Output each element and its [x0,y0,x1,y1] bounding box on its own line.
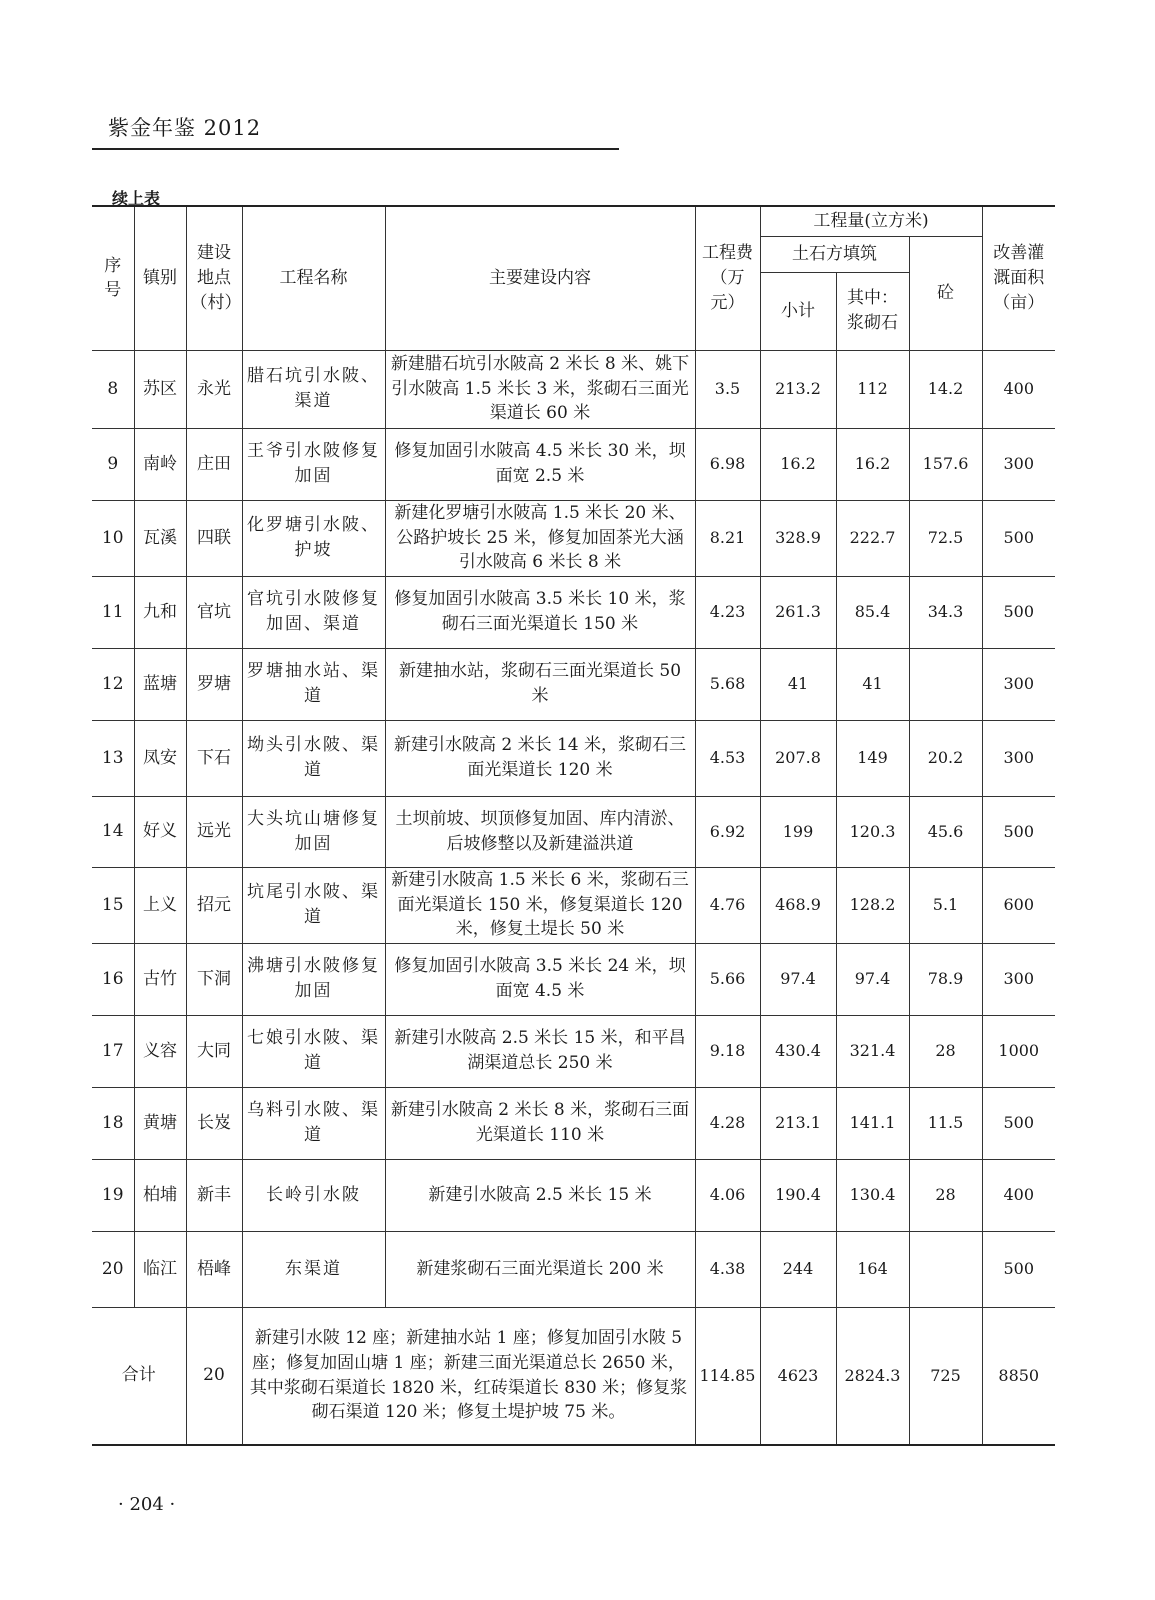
cell-masonry: 85.4 [836,576,909,648]
cell-subtotal: 190.4 [760,1159,836,1231]
total-masonry: 2824.3 [836,1307,909,1445]
total-area: 8850 [982,1307,1055,1445]
total-count: 20 [186,1307,242,1445]
cell-village: 下石 [186,720,242,796]
total-subtotal: 4623 [760,1307,836,1445]
cell-masonry: 149 [836,720,909,796]
cell-content: 修复加固引水陂高 3.5 米长 24 米，坝面宽 4.5 米 [385,943,695,1015]
cell-cost: 8.21 [695,500,760,576]
cell-content: 新建抽水站，浆砌石三面光渠道长 50 米 [385,648,695,720]
running-head: 紫金年鉴 2012 [108,116,262,140]
cell-town: 柏埔 [134,1159,186,1231]
cell-masonry: 16.2 [836,428,909,500]
cell-town: 黄塘 [134,1087,186,1159]
cell-seq: 13 [92,720,134,796]
cell-area: 300 [982,720,1055,796]
cell-concrete: 78.9 [909,943,982,1015]
table-row [92,796,1055,867]
total-content: 新建引水陂 12 座；新建抽水站 1 座；修复加固引水陂 5 座；修复加固山塘 1 座；新建三面光渠道总长 2650 米，其中浆砌石渠道长 1820 米，红砖渠道长 830 米；修复浆砌石渠道 120 米；修复土堤护坡 75 米。 [242,1307,695,1445]
cell-seq: 9 [92,428,134,500]
cell-cost: 6.92 [695,796,760,867]
cell-content: 修复加固引水陂高 3.5 米长 10 米，浆砌石三面光渠道长 150 米 [385,576,695,648]
cell-seq: 19 [92,1159,134,1231]
cell-village: 四联 [186,500,242,576]
header-earth-fill: 土石方填筑 [760,236,909,272]
cell-town: 南岭 [134,428,186,500]
cell-masonry: 130.4 [836,1159,909,1231]
cell-area: 600 [982,867,1055,943]
table-row [92,648,1055,720]
cell-town: 瓦溪 [134,500,186,576]
cell-town: 凤安 [134,720,186,796]
cell-cost: 9.18 [695,1015,760,1087]
cell-cost: 5.66 [695,943,760,1015]
cell-content: 土坝前坡、坝顶修复加固、库内清淤、后坡修整以及新建溢洪道 [385,796,695,867]
cell-concrete: 72.5 [909,500,982,576]
cell-seq: 10 [92,500,134,576]
cell-cost: 6.98 [695,428,760,500]
cell-village: 招元 [186,867,242,943]
cell-content: 新建腊石坑引水陂高 2 米长 8 米、姚下引水陂高 1.5 米长 3 米，浆砌石三面光渠道长 60 米 [385,350,695,428]
cell-concrete: 14.2 [909,350,982,428]
cell-town: 九和 [134,576,186,648]
cell-seq: 16 [92,943,134,1015]
header-project: 工程名称 [242,206,385,350]
cell-subtotal: 213.2 [760,350,836,428]
cell-subtotal: 97.4 [760,943,836,1015]
total-row [92,1307,1055,1445]
cell-area: 500 [982,1231,1055,1307]
cell-seq: 11 [92,576,134,648]
cell-seq: 20 [92,1231,134,1307]
cell-town: 蓝塘 [134,648,186,720]
cell-seq: 8 [92,350,134,428]
cell-cost: 4.38 [695,1231,760,1307]
cell-cost: 4.23 [695,576,760,648]
cell-subtotal: 207.8 [760,720,836,796]
header-seq: 序号 [92,206,134,350]
header-village: 建设地点（村） [186,206,242,350]
cell-concrete [909,648,982,720]
table-row [92,1015,1055,1087]
cell-cost: 4.28 [695,1087,760,1159]
cell-area: 300 [982,943,1055,1015]
header-cost: 工程费（万元） [695,206,760,350]
cell-area: 400 [982,350,1055,428]
cell-area: 400 [982,1159,1055,1231]
cell-content: 新建浆砌石三面光渠道长 200 米 [385,1231,695,1307]
cell-concrete: 11.5 [909,1087,982,1159]
cell-town: 义容 [134,1015,186,1087]
cell-masonry: 112 [836,350,909,428]
cell-seq: 12 [92,648,134,720]
cell-subtotal: 41 [760,648,836,720]
cell-project: 腊石坑引水陂、渠道 [242,350,385,428]
cell-masonry: 164 [836,1231,909,1307]
cell-concrete: 45.6 [909,796,982,867]
header-subtotal: 小计 [760,272,836,350]
cell-village: 新丰 [186,1159,242,1231]
cell-content: 新建化罗塘引水陂高 1.5 米长 20 米、公路护坡长 25 米，修复加固茶光大涵引水陂高 6 米长 8 米 [385,500,695,576]
table-row [92,1231,1055,1307]
cell-area: 1000 [982,1015,1055,1087]
cell-project: 沸塘引水陂修复加固 [242,943,385,1015]
cell-cost: 5.68 [695,648,760,720]
table-row [92,350,1055,428]
cell-project: 化罗塘引水陂、护坡 [242,500,385,576]
cell-content: 新建引水陂高 2 米长 14 米，浆砌石三面光渠道长 120 米 [385,720,695,796]
table-row [92,867,1055,943]
cell-area: 300 [982,648,1055,720]
header-masonry: 其中：浆砌石 [836,272,909,350]
cell-content: 新建引水陂高 1.5 米长 6 米，浆砌石三面光渠道长 150 米，修复渠道长 120 米，修复土堤长 50 米 [385,867,695,943]
total-label: 合计 [92,1307,186,1445]
cell-area: 500 [982,500,1055,576]
cell-project: 大头坑山塘修复加固 [242,796,385,867]
cell-project: 坑尾引水陂、渠道 [242,867,385,943]
cell-cost: 4.06 [695,1159,760,1231]
irrigation-projects-table [92,205,1055,1446]
cell-cost: 4.53 [695,720,760,796]
cell-masonry: 97.4 [836,943,909,1015]
cell-masonry: 120.3 [836,796,909,867]
cell-seq: 17 [92,1015,134,1087]
cell-masonry: 128.2 [836,867,909,943]
cell-concrete: 20.2 [909,720,982,796]
cell-town: 古竹 [134,943,186,1015]
cell-village: 远光 [186,796,242,867]
header-town: 镇别 [134,206,186,350]
cell-concrete: 5.1 [909,867,982,943]
cell-concrete: 28 [909,1015,982,1087]
cell-cost: 3.5 [695,350,760,428]
cell-masonry: 321.4 [836,1015,909,1087]
cell-content: 修复加固引水陂高 4.5 米长 30 米，坝面宽 2.5 米 [385,428,695,500]
cell-seq: 15 [92,867,134,943]
header-concrete: 砼 [909,236,982,350]
header-rule [92,148,619,150]
header-quantity: 工程量(立方米) [760,206,982,236]
cell-village: 大同 [186,1015,242,1087]
header-irrigation: 改善灌溉面积（亩） [982,206,1055,350]
cell-subtotal: 328.9 [760,500,836,576]
cell-project: 王爷引水陂修复加固 [242,428,385,500]
cell-project: 七娘引水陂、渠道 [242,1015,385,1087]
cell-village: 长岌 [186,1087,242,1159]
cell-area: 300 [982,428,1055,500]
header-content: 主要建设内容 [385,206,695,350]
cell-concrete [909,1231,982,1307]
cell-town: 苏区 [134,350,186,428]
cell-subtotal: 261.3 [760,576,836,648]
cell-town: 临江 [134,1231,186,1307]
continued-label: 续上表 [112,189,161,208]
cell-village: 下洞 [186,943,242,1015]
cell-area: 500 [982,576,1055,648]
page-number: · 204 · [118,1494,176,1515]
cell-village: 梧峰 [186,1231,242,1307]
cell-masonry: 141.1 [836,1087,909,1159]
cell-subtotal: 430.4 [760,1015,836,1087]
table-row [92,500,1055,576]
table-row [92,943,1055,1015]
cell-project: 乌料引水陂、渠道 [242,1087,385,1159]
cell-content: 新建引水陂高 2.5 米长 15 米，和平昌湖渠道总长 250 米 [385,1015,695,1087]
table-row [92,1159,1055,1231]
cell-concrete: 157.6 [909,428,982,500]
cell-subtotal: 468.9 [760,867,836,943]
cell-project: 长岭引水陂 [242,1159,385,1231]
cell-subtotal: 199 [760,796,836,867]
cell-project: 官坑引水陂修复加固、渠道 [242,576,385,648]
table-row [92,576,1055,648]
cell-project: 罗塘抽水站、渠道 [242,648,385,720]
total-concrete: 725 [909,1307,982,1445]
table-row [92,428,1055,500]
cell-village: 官坑 [186,576,242,648]
cell-area: 500 [982,1087,1055,1159]
cell-village: 庄田 [186,428,242,500]
cell-masonry: 41 [836,648,909,720]
cell-project: 东渠道 [242,1231,385,1307]
cell-content: 新建引水陂高 2.5 米长 15 米 [385,1159,695,1231]
cell-subtotal: 244 [760,1231,836,1307]
cell-village: 罗塘 [186,648,242,720]
cell-concrete: 34.3 [909,576,982,648]
cell-town: 好义 [134,796,186,867]
cell-masonry: 222.7 [836,500,909,576]
table-row [92,1087,1055,1159]
cell-subtotal: 213.1 [760,1087,836,1159]
cell-area: 500 [982,796,1055,867]
cell-project: 坳头引水陂、渠道 [242,720,385,796]
cell-village: 永光 [186,350,242,428]
cell-content: 新建引水陂高 2 米长 8 米，浆砌石三面光渠道长 110 米 [385,1087,695,1159]
cell-town: 上义 [134,867,186,943]
cell-seq: 18 [92,1087,134,1159]
cell-concrete: 28 [909,1159,982,1231]
cell-subtotal: 16.2 [760,428,836,500]
cell-seq: 14 [92,796,134,867]
cell-cost: 4.76 [695,867,760,943]
table-row [92,720,1055,796]
total-cost: 114.85 [695,1307,760,1445]
